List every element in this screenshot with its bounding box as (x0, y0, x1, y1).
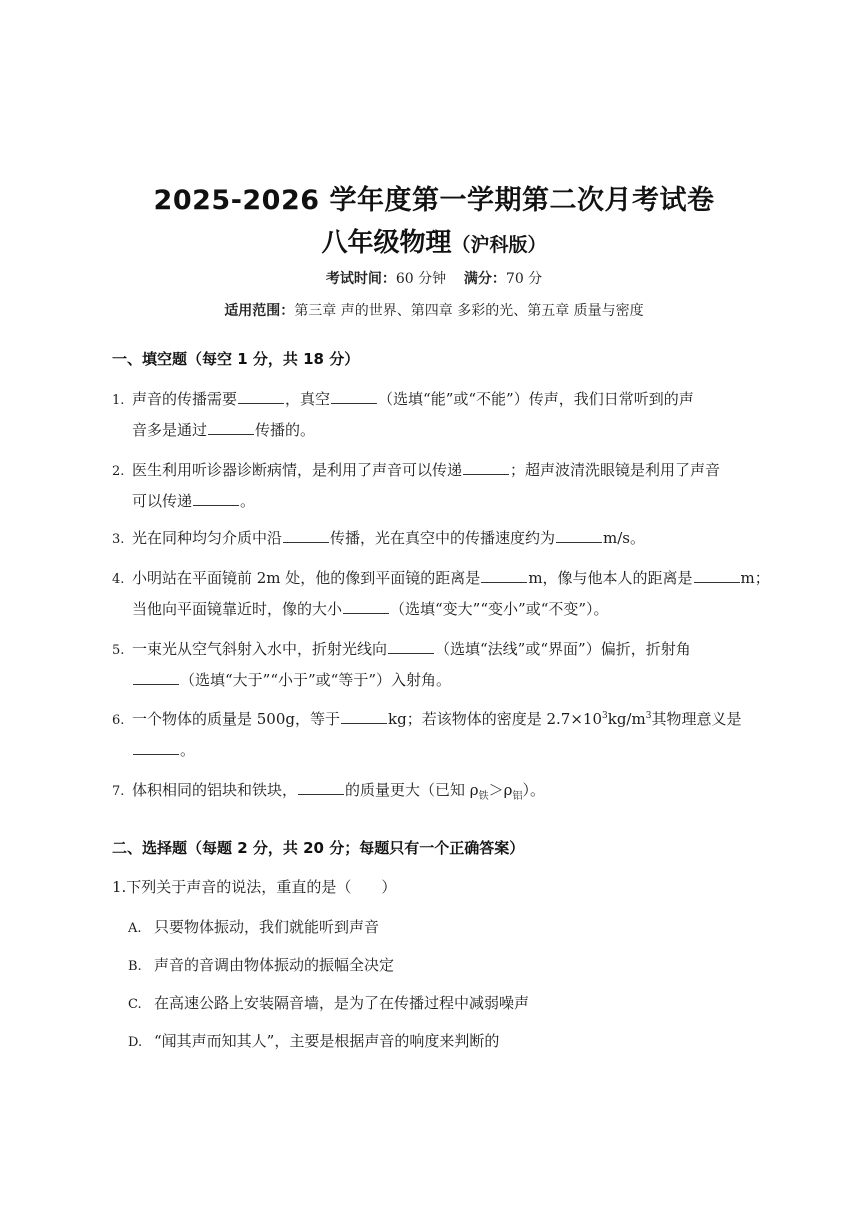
option-a[interactable] (128, 916, 379, 937)
score-label: 满分： (463, 271, 506, 287)
option-d[interactable] (128, 1030, 499, 1051)
answer-blank[interactable] (694, 568, 740, 583)
time-value: 60 分钟 (395, 271, 447, 287)
question-number: 3. (112, 532, 125, 547)
question-5-line-2: （选填“大于”“小于”或“等于”）入射角。 (132, 669, 451, 690)
question-2-line-2: 可以传递 。 (132, 492, 256, 510)
scope-label: 适用范围： (224, 303, 295, 319)
question-number: 4. (112, 572, 125, 587)
option-c[interactable] (128, 992, 529, 1013)
answer-blank[interactable] (463, 460, 509, 475)
option-text: 在高速公路上安装隔音墙，是为了在传播过程中减弱噪声 (154, 994, 530, 1012)
answer-blank[interactable] (193, 491, 239, 506)
time-label: 考试时间： (325, 271, 396, 287)
option-label: D. (128, 1035, 143, 1050)
question-4-line-1: 4. 小明站在平面镜前 2m 处，他的像到平面镜的距离是 m，像与他本人的距离是 m； (112, 569, 770, 587)
answer-blank[interactable] (208, 420, 254, 435)
question-1-line-1: 1. 声音的传播需要 ，真空 （选填“能”或“不能”）传声，我们日常听到的声 (112, 390, 694, 408)
exam-info (0, 268, 868, 288)
option-text: 声音的音调由物体振动的振幅全决定 (154, 956, 395, 974)
answer-blank[interactable] (133, 670, 179, 685)
option-label: A. (128, 921, 142, 936)
question-number: 2. (112, 464, 125, 479)
exam-title: 2025-2026 学年度第一学期第二次月考试卷 (153, 185, 715, 216)
score-value: 70 分 (505, 271, 543, 287)
answer-blank[interactable] (556, 528, 602, 543)
question-5-line-1: 5. 一束光从空气斜射入水中，折射光线向 （选填“法线”或“界面”）偏折，折射角 (112, 640, 691, 658)
answer-blank[interactable] (133, 740, 179, 755)
option-text: 只要物体振动，我们就能听到声音 (154, 918, 380, 936)
option-b[interactable] (128, 954, 394, 975)
edition-label: （沪科版） (451, 234, 547, 256)
exam-scope (0, 300, 868, 320)
answer-blank[interactable] (343, 599, 389, 614)
question-4-line-2: 当他向平面镜靠近时，像的大小 （选填“变大”“变小”或“不变”）。 (132, 600, 609, 618)
question-number: 6. (112, 713, 125, 728)
question-number: 5. (112, 643, 125, 658)
answer-blank[interactable] (331, 389, 377, 404)
answer-blank[interactable] (481, 568, 527, 583)
answer-blank[interactable] (298, 780, 344, 795)
option-label: C. (128, 997, 142, 1012)
answer-blank[interactable] (283, 528, 329, 543)
question-3: 3. 光在同种均匀介质中沿 传播，光在真空中的传播速度约为 m/s。 (112, 529, 646, 547)
question-number: 7. (112, 784, 125, 799)
answer-blank[interactable] (341, 709, 387, 724)
option-text: “闻其声而知其人”，主要是根据声音的响度来判断的 (154, 1032, 500, 1050)
question-6-line-1: 6. 一个物体的质量是 500g，等于 kg；若该物体的密度是 $2.7\times 10^3kg/m^3$其物理意义是 (112, 710, 742, 728)
answer-blank[interactable] (238, 389, 284, 404)
question-1-line-2: 音多是通过 传播的。 (132, 421, 316, 439)
question-7: 7. 体积相同的铝块和铁块， 的质量更大（已知 $\rho_铁>\rho_铝$）。 (112, 781, 545, 802)
section-1-heading: 一、填空题（每空 1 分，共 18 分） (112, 350, 360, 368)
question-2-line-1: 2. 医生利用听诊器诊断病情，是利用了声音可以传递 ；超声波清洗眼镜是利用了声音 (112, 461, 721, 479)
question-6-line-2: 。 (132, 739, 195, 760)
exam-subtitle (0, 222, 868, 259)
option-label: B. (128, 959, 142, 974)
question-number: 1. (112, 393, 125, 408)
scope-value: 第三章 声的世界、第四章 多彩的光、第五章 质量与密度 (294, 303, 644, 319)
section-2-heading: 二、选择题（每题 2 分，共 20 分；每题只有一个正确答案） (112, 839, 525, 857)
answer-blank[interactable] (388, 639, 434, 654)
mc-question-1-stem: 1.下列关于声音的说法，重直的是（ ） (112, 878, 397, 896)
subject-label: 八年级物理 (321, 228, 452, 258)
